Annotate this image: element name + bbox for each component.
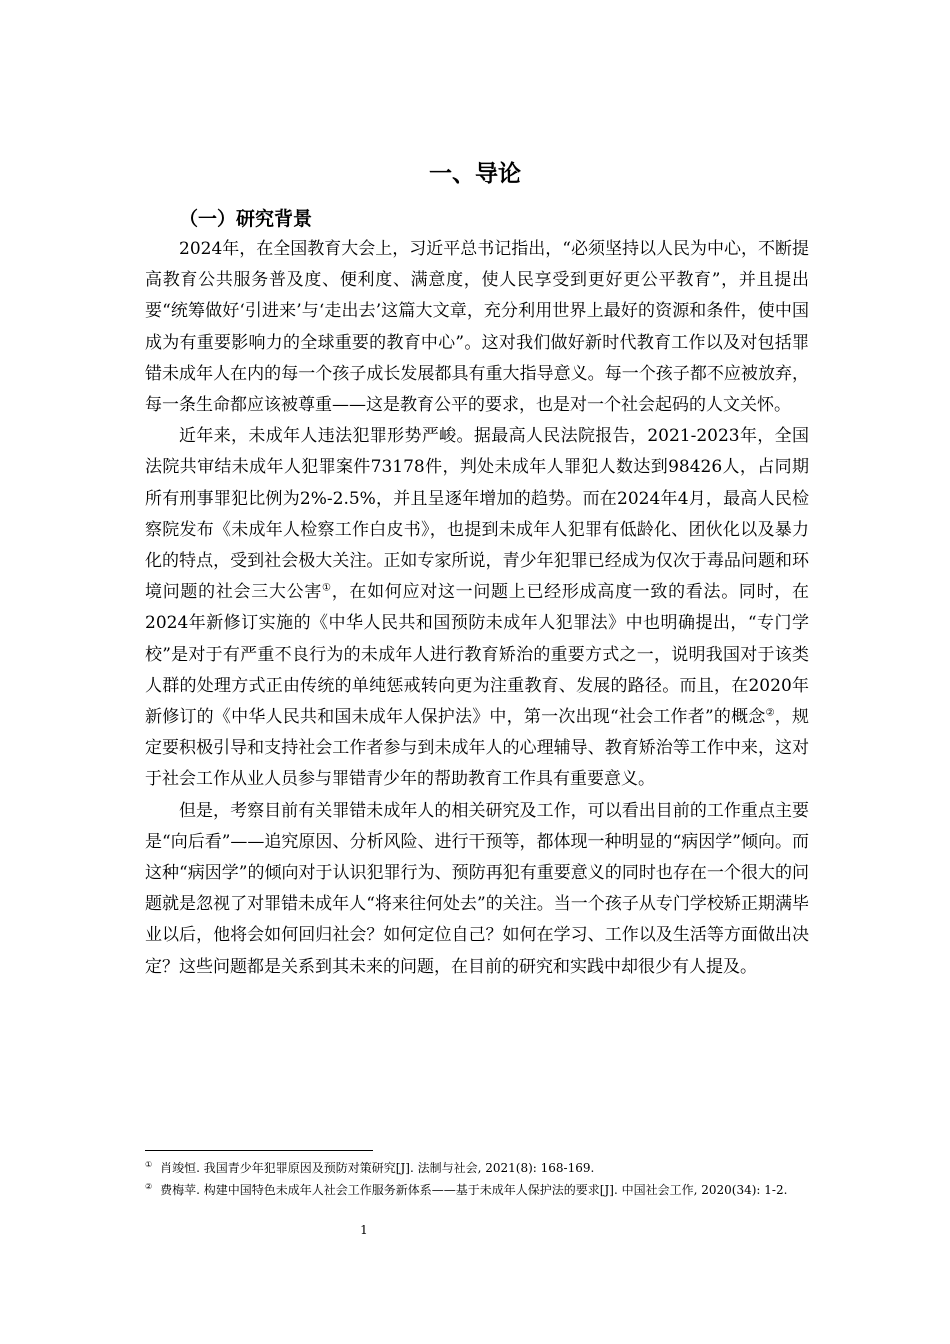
section-title: （一）研究背景 xyxy=(179,208,313,230)
footnote-2 xyxy=(145,1180,809,1201)
footnote-text: 肖竣恒. 我国青少年犯罪原因及预防对策研究[J]. 法制与社会, 2021(8): 168-169. xyxy=(160,1161,595,1175)
paragraph-text: ，在如何应对这一问题上已经形成高度一致的看法。同时，在2024年新修订实施的《中华人民共和国预防未成年人犯罪法》中也明确提出，“专门学校”是对于有严重不良行为的未成年人进行教育矫治的重要方式之一，说明我国对于该类人群的处理方式正由传统的单纯惩戒转向更为注重教育、发展的路径。而且，在2020年新修订的《中华人民共和国未成年人保护法》中，第一次出现“社会工作者”的概念 xyxy=(145,582,810,728)
footnote-mark: ① xyxy=(145,1160,153,1169)
paragraph-text: ，规定要积极引导和支持社会工作者参与到未成年人的心理辅导、教育矫治等工作中来，这对于社会工作从业人员参与罪错青少年的帮助教育工作具有重要意义。 xyxy=(145,707,809,790)
footnote-mark: ② xyxy=(145,1182,153,1191)
body-text xyxy=(145,234,809,983)
page-number: 1 xyxy=(360,1223,368,1237)
chapter-title: 一、导论 xyxy=(429,161,521,187)
footnote-text: 费梅苹. 构建中国特色未成年人社会工作服务新体系——基于未成年人保护法的要求[J]. 中国社会工作, 2020(34): 1-2. xyxy=(160,1183,788,1197)
footnote-divider xyxy=(145,1150,373,1151)
paragraph-3 xyxy=(145,796,809,983)
footnote-1 xyxy=(145,1158,809,1179)
paragraph-text: 近年来，未成年人违法犯罪形势严峻。据最高人民法院报告，2021-2023年，全国法院共审结未成年人犯罪案件73178件，判处未成年人罪犯人数达到98426人，占同期所有刑事罪犯比例为2%-2.5%，并且呈逐年增加的趋势。而在2024年4月，最高人民检察院发布《未成年人检察工作白皮书》，也提到未成年人犯罪有低龄化、团伙化以及暴力化的特点，受到社会极大关注。正如专家所说，青少年犯罪已经成为仅次于毒品问题和环境问题的社会三大公害 xyxy=(145,426,809,603)
footnote-ref-2[interactable]: ② xyxy=(765,707,775,719)
paragraph-text: 2024年，在全国教育大会上，习近平总书记指出，“必须坚持以人民为中心，不断提高教育公共服务普及度、便利度、满意度，使人民享受到更好更公平教育”，并且提出要“统筹做好‘引进来’与‘走出去’这篇大文章，充分利用世界上最好的资源和条件，使中国成为有重要影响力的全球重要的教育中心”。这对我们做好新时代教育工作以及对包括罪错未成年人在内的每一个孩子成长发展都具有重大指导意义。每一个孩子都不应被放弃，每一条生命都应该被尊重——这是教育公平的要求，也是对一个社会起码的人文关怀。 xyxy=(145,239,809,416)
footnotes xyxy=(145,1158,809,1202)
paragraph-1 xyxy=(145,234,809,421)
paragraph-2 xyxy=(145,421,809,795)
paragraph-text: 但是，考察目前有关罪错未成年人的相关研究及工作，可以看出目前的工作重点主要是“向后看”——追究原因、分析风险、进行干预等，都体现一种明显的“病因学”倾向。而这种“病因学”的倾向对于认识犯罪行为、预防再犯有重要意义的同时也存在一个很大的问题就是忽视了对罪错未成年人“将来往何处去”的关注。当一个孩子从专门学校矫正期满毕业以后，他将会如何回归社会？如何定位自己？如何在学习、工作以及生活等方面做出决定？这些问题都是关系到其未来的问题，在目前的研究和实践中却很少有人提及。 xyxy=(145,800,809,977)
footnote-ref-1[interactable]: ① xyxy=(322,582,332,594)
